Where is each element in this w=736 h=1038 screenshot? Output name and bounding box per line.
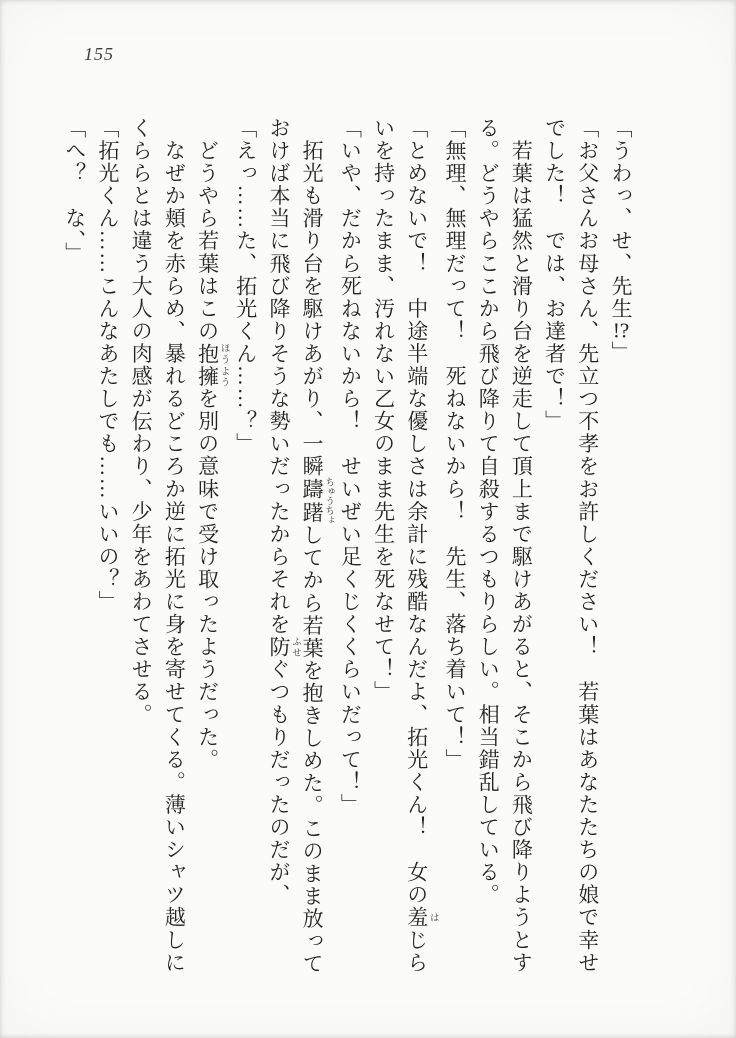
page-number: 155 [84, 44, 114, 64]
paragraph: 「えっ……た、拓光くん……？」 [233, 117, 258, 456]
furigana-ruby: 防 ふせ [266, 635, 300, 659]
paragraph: なぜか頬を赤らめ、暴れるどころか逆に拓光に身を寄せてくる。薄いシャツ越しにくららとは違う大人の肉感が伝わり、少年をあわてさせる。 [129, 117, 187, 974]
furigana-ruby: 抱擁 ほうよう [195, 342, 229, 388]
furigana-ruby: 躊躇 ちゅうちょ [300, 477, 334, 525]
paragraph: 「うわっ、せ、先生!?」 [609, 117, 633, 364]
furigana-ruby: 羞 は [404, 906, 438, 929]
paragraph: 若葉は猛然と滑り台を逆走して頂上まで駆けあがると、そこから飛び降りようとする。どうやらここから飛び降りて自殺するつもりらしい。相当錯乱している。 [476, 117, 534, 974]
paragraph: 「とめないで！ 中途半端な優しさは余計に残酷なんだよ、拓光くん！ 女の羞 はじらいを持ったまま、汚れない乙女のまま先生を死なせて！」 [371, 117, 438, 974]
paragraph: 「お父さんお母さん、先立つ不孝をお許しください！ 若葉はあなたたちの娘で幸せでした！ では、お達者で！」 [542, 117, 600, 974]
text-block [58, 117, 637, 979]
paragraph: 「無理、無理だって！ 死ねないから！ 先生、落ち着いて！」 [442, 117, 467, 771]
paragraph: 拓光も滑り台を駆けあがり、一瞬躊躇 ちゅうちょしてから若葉を抱きしめた。このまま放っておけば本当に飛び降りそうな勢いだったからそれを防 ふせぐつもりだったのだが、 [266, 117, 334, 976]
paragraph: どうやら若葉はこの抱擁 ほうようを別の意味で受け取ったようだった。 [195, 117, 229, 771]
tatechuyoko-exclamation-question: !? [612, 319, 630, 341]
paragraph: 「拓光くん……こんなあたしでも……いいの？」 [95, 117, 120, 614]
paragraph: 「いや、だから死ねないから！ せいぜい足くじくくらいだって！」 [338, 117, 363, 817]
paragraph: 「へ？ な、」 [62, 117, 87, 265]
